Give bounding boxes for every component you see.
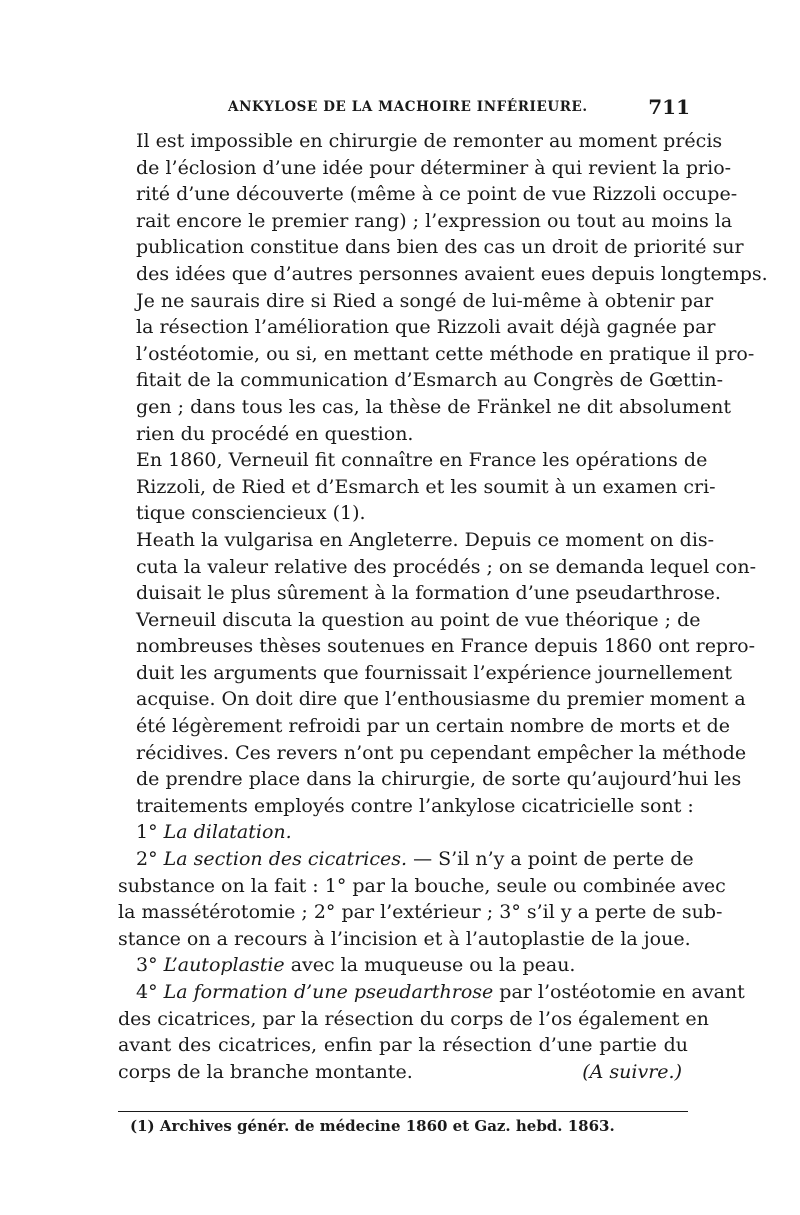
text-line: stance on a recours à l’incision et à l’autoplastie de la joue. bbox=[118, 927, 691, 950]
list-item-4 bbox=[118, 979, 745, 1006]
text-line: récidives. Ces revers n’ont pu cependant empêcher la méthode bbox=[136, 741, 747, 764]
text-line: duit les arguments que fournissait l’expérience journellement bbox=[136, 661, 733, 684]
text-line: substance on la fait : 1° par la bouche, seule ou combinée avec bbox=[118, 874, 726, 897]
list-number: 2° bbox=[136, 848, 158, 871]
text-line: rait encore le premier rang) ; l’expression ou tout au moins la bbox=[136, 209, 733, 232]
paragraph-3 bbox=[118, 527, 757, 820]
text-line: publication constitue dans bien des cas un droit de priorité sur bbox=[136, 236, 744, 259]
list-title: La formation d’une pseudarthrose bbox=[163, 981, 494, 1003]
text-line: Il est impossible en chirurgie de remonter au moment précis bbox=[136, 130, 723, 152]
text-line: tique consciencieux (1). bbox=[136, 502, 366, 525]
list-item-2 bbox=[118, 846, 694, 873]
text-line: la massétérotomie ; 2° par l’extérieur ; 3° s’il y a perte de sub- bbox=[118, 901, 723, 924]
text-line: Verneuil discuta la question au point de vue théorique ; de bbox=[136, 608, 701, 631]
list-item-1 bbox=[118, 819, 688, 846]
list-number: 1° bbox=[136, 821, 158, 844]
list-text: avec la muqueuse ou la peau. bbox=[284, 954, 576, 977]
list-text: par l’ostéotomie en avant bbox=[493, 981, 745, 1003]
text-line: été légèrement refroidi par un certain nombre de morts et de bbox=[136, 715, 730, 738]
text-line: l’ostéotomie, ou si, en mettant cette méthode en pratique il pro- bbox=[136, 342, 755, 365]
text-line: cuta la valeur relative des procédés ; on se demanda lequel con- bbox=[136, 555, 757, 578]
text-line: traitements employés contre l’ankylose cicatricielle sont : bbox=[136, 794, 694, 817]
text-line: Je ne saurais dire si Ried a songé de lui-même à obtenir par bbox=[136, 289, 714, 312]
text-line: avant des cicatrices, enfin par la résection d’une partie du bbox=[118, 1034, 688, 1057]
text-line: nombreuses thèses soutenues en France depuis 1860 ont repro- bbox=[136, 635, 756, 658]
list-number: 4° bbox=[136, 981, 158, 1003]
running-title: ANKYLOSE DE LA MACHOIRE INFÉRIEURE. bbox=[228, 99, 588, 115]
text-line: de prendre place dans la chirurgie, de sorte qu’aujourd’hui les bbox=[136, 768, 742, 791]
text-line: des cicatrices, par la résection du corps de l’os également en bbox=[118, 1007, 709, 1030]
text-line: acquise. On doit dire que l’enthousiasme du premier moment a bbox=[136, 688, 746, 711]
text-line: la résection l’amélioration que Rizzoli avait déjà gagnée par bbox=[136, 316, 716, 339]
page-number: 711 bbox=[648, 95, 690, 119]
list-number: 3° bbox=[136, 954, 158, 977]
text-line: fitait de la communication d’Esmarch au Congrès de Gœttin- bbox=[136, 369, 724, 392]
treatment-list bbox=[118, 819, 745, 1085]
text-line: gen ; dans tous les cas, la thèse de Fränkel ne dit absolument bbox=[136, 395, 731, 418]
continuation-note: (A suivre.) bbox=[582, 1060, 682, 1083]
text-line: corps de la branche montante. bbox=[118, 1060, 413, 1083]
page-header bbox=[118, 97, 690, 119]
paragraph-2 bbox=[118, 447, 716, 527]
text-line: En 1860, Verneuil fit connaître en France les opérations de bbox=[136, 449, 708, 472]
list-title: La dilatation. bbox=[163, 821, 292, 844]
text-line: Rizzoli, de Ried et d’Esmarch et les soumit à un examen cri- bbox=[136, 475, 716, 498]
last-line bbox=[118, 1059, 688, 1086]
text-line: duisait le plus sûrement à la formation d’une pseudarthrose. bbox=[136, 582, 721, 605]
list-text: — S’il n’y a point de perte de bbox=[407, 848, 694, 871]
text-line: rité d’une découverte (même à ce point de vue Rizzoli occupe- bbox=[136, 183, 738, 206]
text-line: des idées que d’autres personnes avaient eues depuis longtemps. bbox=[136, 262, 768, 285]
footnote-rule bbox=[118, 1111, 688, 1112]
text-line: de l’éclosion d’une idée pour déterminer à qui revient la prio- bbox=[136, 156, 732, 179]
text-line: rien du procédé en question. bbox=[136, 422, 414, 445]
list-item-3 bbox=[118, 952, 688, 979]
body-text bbox=[118, 128, 768, 1085]
text-line: Heath la vulgarisa en Angleterre. Depuis ce moment on dis- bbox=[136, 528, 715, 551]
list-title: La section des cicatrices. bbox=[163, 848, 408, 871]
paragraph-1 bbox=[118, 128, 768, 447]
footnote: (1) Archives génér. de médecine 1860 et Gaz. hebd. 1863. bbox=[130, 1117, 615, 1135]
list-title: L’autoplastie bbox=[163, 954, 285, 977]
